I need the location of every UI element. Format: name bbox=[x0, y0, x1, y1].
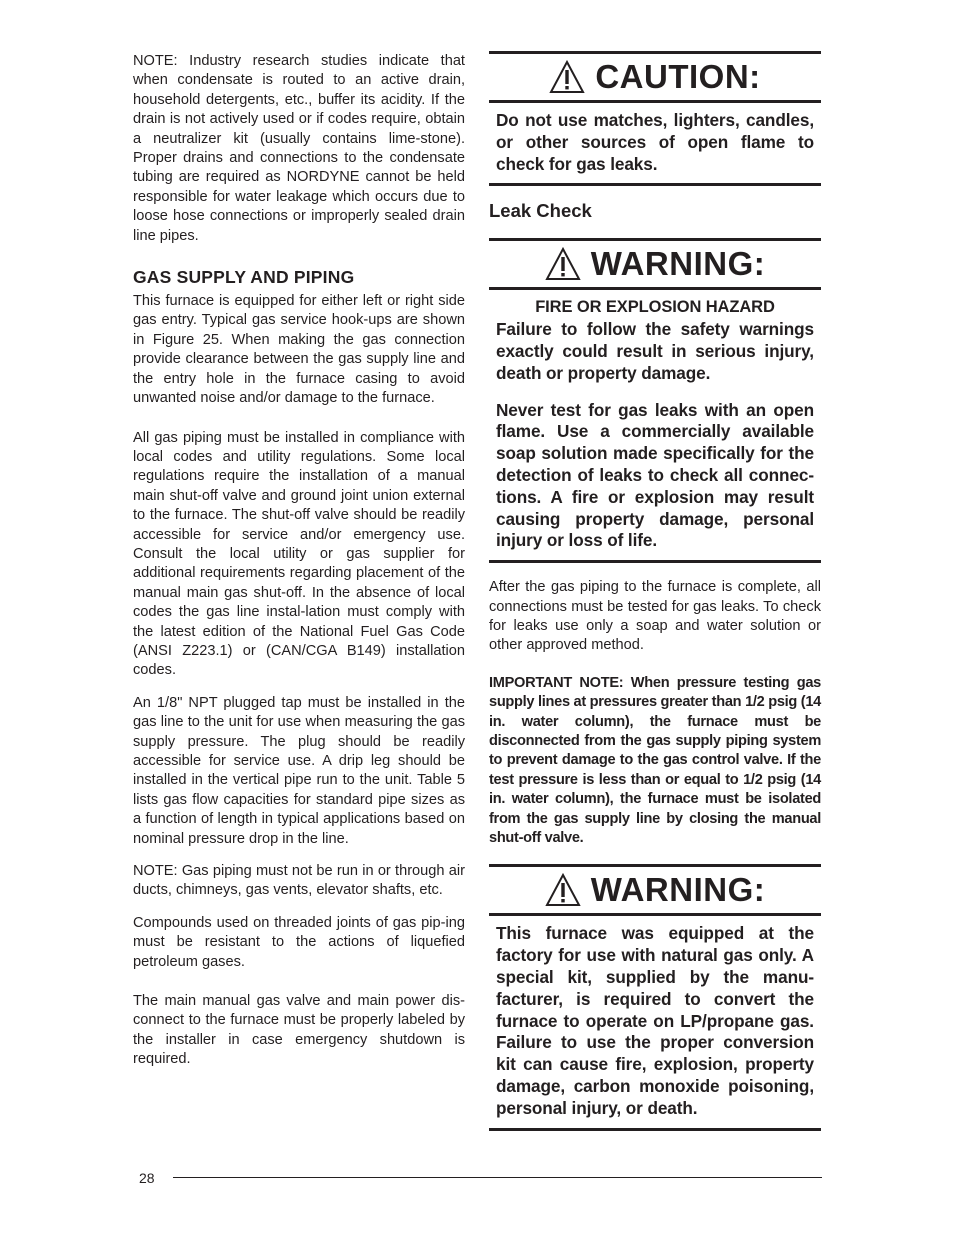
warning-body-2 bbox=[489, 916, 821, 1127]
labeling-paragraph: The main manual gas valve and main power dis-connect to the furnace must be properly labeled by the installer in case emergency shutdown is required. bbox=[133, 993, 465, 1068]
caution-title: CAUTION: bbox=[595, 58, 761, 95]
caution-box bbox=[489, 51, 821, 186]
page-number: 28 bbox=[139, 1170, 155, 1186]
warning-box-2 bbox=[489, 864, 821, 1130]
warning-body-1 bbox=[489, 290, 821, 560]
caution-text: Do not use matches, lighters, candles, or other sources of open flame to check for gas leaks. bbox=[496, 110, 814, 174]
piping-note-paragraph: NOTE: Gas piping must not be run in or through air ducts, chimneys, gas vents, elevator shafts, etc. bbox=[133, 863, 465, 899]
gas-piping-codes-paragraph: All gas piping must be installed in compliance with local codes and utility regulations. Some local regulations require the installation of a manual main shut-off valve and ground joint union external to the furnace. The shut-off valve should be readily accessible for service and/or emergency use. Consult the local utility or gas supplier for additional requirements regarding placement of the manual main gas shut-off. In the absence of local codes the gas line instal-lation must comply with the latest edition of the National Fuel Gas Code (ANSI Z223.1) or (CAN/CGA B149) installation codes. bbox=[133, 429, 465, 679]
warning-triangle-icon bbox=[545, 873, 581, 907]
warning-triangle-icon bbox=[549, 60, 585, 94]
important-note: IMPORTANT NOTE: When pressure testing gas supply lines at pressures greater than 1/2 psig (14 in. water column), the furnace must be disconnected from the gas supply piping system to prevent damage to the gas control valve. If the test pressure is less than or equal to 1/2 psig (14 in. water column), the furnace must be isolated from the gas supply line by closing the manual shut-off valve. bbox=[489, 674, 821, 847]
caution-body bbox=[489, 103, 821, 183]
warning-1-text-a: Failure to follow the safety warnings exactly could result in serious injury, death or property damage. bbox=[496, 319, 814, 383]
warning-header-2 bbox=[489, 867, 821, 916]
left-column bbox=[133, 52, 465, 1070]
leak-test-paragraph: After the gas piping to the furnace is complete, all connections must be tested for gas leaks. To check for leaks use only a soap and water solution or other approved method. bbox=[489, 579, 821, 654]
right-column bbox=[489, 51, 821, 1131]
footer-rule bbox=[173, 1177, 822, 1178]
npt-tap-paragraph: An 1/8" NPT plugged tap must be installed in the gas line to the unit for use when measuring the gas supply pressure. The plug should be readily accessible for service use. A drip leg should be installed in the vertical pipe run to the unit. Table 5 lists gas flow capacities for standard pipe sizes as a function of length in typical applications based on nominal pressure drop in the line. bbox=[133, 694, 465, 847]
warning-1-text-b: Never test for gas leaks with an open flame. Use a commercially available soap solution made specifically for the detection of leaks to check all connec-tions. A fire or explosion may result causing property damage, personal injury or loss of life. bbox=[496, 399, 814, 551]
gas-entry-paragraph: This furnace is equipped for either left or right side gas entry. Typical gas service hook-ups are shown in Figure 25. When making the gas connection provide clearance between the gas supply line and the entry hole in the furnace casing to avoid unwanted noise and/or damage to the furnace. bbox=[133, 293, 465, 407]
condensate-note: NOTE: Industry research studies indicate that when condensate is routed to an active drain, household detergents, etc., buffer its acidity. If the drain is not actively used or if codes require, obtain a neutralizer kit (usually contains lime-stone). Proper drains and connections to the condensate tubing are required as NORDYNE cannot be held responsible for water leakage which occurs due to loose hose connections or improperly sealed drain line pipes. bbox=[133, 53, 465, 244]
warning-title-2: WARNING: bbox=[590, 871, 766, 909]
warning-2-text: This furnace was equipped at the factory for use with natural gas only. A special kit, supplied by the manu-facturer, is required to convert the furnace to operate on LP/propane gas. Failure to use the proper conversion kit can cause fire, explosion, property damage, carbon monoxide poisoning, personal injury, or death. bbox=[496, 923, 814, 1118]
warning-header-1 bbox=[489, 241, 821, 290]
gas-supply-heading: GAS SUPPLY AND PIPING bbox=[133, 267, 355, 288]
compounds-paragraph: Compounds used on threaded joints of gas pip-ing must be resistant to the actions of liquefied petroleum gases. bbox=[133, 914, 465, 970]
warning-box-1 bbox=[489, 238, 821, 563]
warning-triangle-icon bbox=[545, 247, 581, 281]
leak-check-heading: Leak Check bbox=[489, 200, 592, 222]
caution-header bbox=[489, 54, 821, 103]
hazard-heading: FIRE OR EXPLOSION HAZARD bbox=[535, 298, 775, 317]
warning-title-1: WARNING: bbox=[590, 245, 766, 283]
